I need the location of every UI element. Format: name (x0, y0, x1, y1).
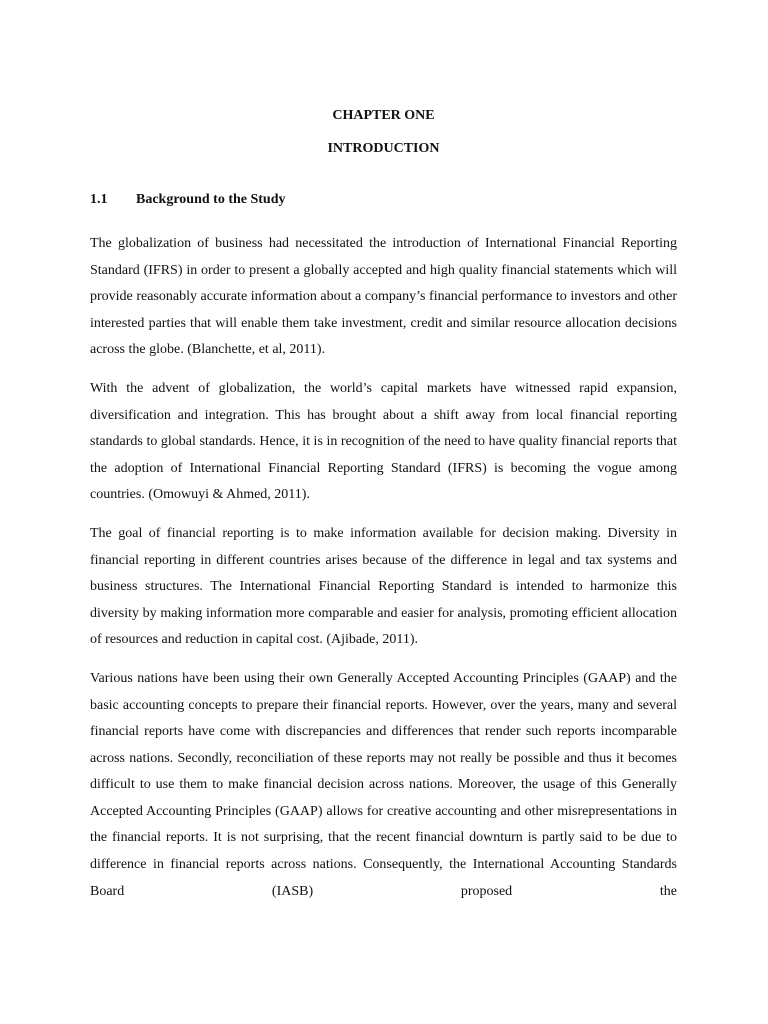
paragraph: The goal of financial reporting is to make information available for decision making. Diversity in financial reporting in different countries arises because of the difference in legal and tax systems and business structures. The International Financial Reporting Standard is intended to harmonize this diversity by making information more comparable and easier for analysis, promoting efficient allocation of resources and reduction in capital cost. (Ajibade, 2011). (90, 525, 677, 648)
section-heading (90, 190, 677, 210)
section-title: Background to the Study (136, 192, 286, 207)
document-page (90, 106, 677, 917)
chapter-number-heading: CHAPTER ONE (332, 108, 435, 123)
paragraph: The globalization of business had necessitated the introduction of International Financial Reporting Standard (IFRS) in order to present a globally accepted and high quality financial statements which will provide reasonably accurate information about a company’s financial performance to investors and other interested parties that will enable them take investment, credit and similar resource allocation decisions across the globe. (Blanchette, et al, 2011). (90, 236, 677, 358)
body-text (90, 231, 677, 905)
chapter-title-heading: INTRODUCTION (327, 141, 440, 156)
paragraph: With the advent of globalization, the world’s capital markets have witnessed rapid expansion, diversification and integration. This has brought about a shift away from local financial reporting standards to global standards. Hence, it is in recognition of the need to have quality financial reports that the adoption of International Financial Reporting Standard (IFRS) is becoming the vogue among countries. (Omowuyi & Ahmed, 2011). (90, 380, 677, 503)
section-number: 1.1 (90, 192, 108, 207)
paragraph: Various nations have been using their own Generally Accepted Accounting Principles (GAAP) and the basic accounting concepts to prepare their financial reports. However, over the years, many and several financial reports have come with discrepancies and differences that render such reports incomparable across nations. Secondly, reconciliation of these reports may not really be possible and thus it becomes difficult to use them to make financial decision across nations. Moreover, the usage of this Generally Accepted Accounting Principles (GAAP) allows for creative accounting and other misrepresentations in the financial reports. It is not surprising, that the recent financial downturn is partly said to be due to difference in financial reports across nations. Consequently, the International Accounting Standards Board (IASB) proposed the (90, 670, 677, 899)
